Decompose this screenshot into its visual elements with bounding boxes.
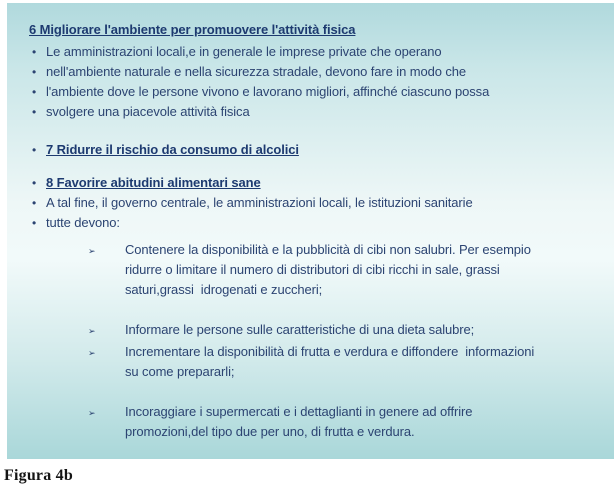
bullet-icon: •: [32, 216, 37, 230]
sub-bullet-text: [125, 240, 531, 300]
bullet-text: Le amministrazioni locali,e in generale le imprese private che operano: [46, 44, 442, 59]
bullet-item: [29, 102, 614, 122]
bullet-icon: •: [32, 65, 37, 79]
bullet-item: [29, 42, 614, 62]
sub-bullet-text: [125, 320, 474, 340]
sub-bullet-line: Informare le persone sulle caratteristiche di una dieta salubre;: [125, 322, 475, 337]
bullet-icon: •: [32, 85, 37, 99]
sub-bullet-line: ridurre o limitare il numero di distributori di cibi ricchi in sale, grassi: [125, 262, 500, 277]
sub-bullet-line: Incrementare la disponibilità di frutta e verdura e diffondere informazioni: [125, 344, 535, 359]
sub-bullet-item: [88, 240, 614, 300]
heading-text: 8 Favorire abitudini alimentari sane: [46, 175, 261, 190]
bullet-icon: •: [32, 45, 37, 59]
sub-bullet-item: [88, 402, 614, 442]
bullet-icon: •: [32, 176, 37, 190]
sub-bullet-line: Contenere la disponibilità e la pubblicità di cibi non salubri. Per esempio: [125, 242, 531, 257]
bullet-item: [29, 62, 614, 82]
arrow-bullet-icon: ➢: [88, 246, 96, 256]
bullet-text: nell'ambiente naturale e nella sicurezza stradale, devono fare in modo che: [46, 64, 467, 79]
bullet-text: svolgere una piacevole attività fisica: [46, 104, 250, 119]
arrow-bullet-icon: ➢: [88, 348, 96, 358]
panel-content: [7, 3, 614, 442]
sub-bullet-item: [88, 342, 614, 382]
bullet-item: [29, 213, 614, 233]
section-8-heading: [29, 173, 614, 193]
bullet-text: A tal fine, il governo centrale, le amministrazioni locali, le istituzioni sanitarie: [46, 195, 473, 210]
sub-bullet-list: [29, 240, 614, 442]
sub-bullet-line: promozioni,del tipo due per uno, di frutta e verdura.: [125, 424, 415, 439]
sub-bullet-text: [125, 342, 534, 382]
figure-caption: Figura 4b: [4, 467, 73, 484]
bullet-icon: •: [32, 105, 37, 119]
arrow-bullet-icon: ➢: [88, 326, 96, 336]
bullet-item: [29, 82, 614, 102]
heading-text: 7 Ridurre il rischio da consumo di alcolici: [46, 142, 299, 157]
content-panel: [7, 3, 614, 459]
bullet-item: [29, 193, 614, 213]
arrow-bullet-icon: ➢: [88, 408, 96, 418]
sub-bullet-text: [125, 402, 472, 442]
bullet-text: tutte devono:: [46, 215, 120, 230]
sub-bullet-line: saturi,grassi idrogenati e zuccheri;: [125, 282, 323, 297]
section-6-heading: 6 Migliorare l'ambiente per promuovere l'attività fisica: [29, 22, 356, 37]
sub-bullet-line: su come prepararli;: [125, 364, 235, 379]
bullet-icon: •: [32, 196, 37, 210]
bullet-text: l'ambiente dove le persone vivono e lavorano migliori, affinché ciascuno possa: [46, 84, 490, 99]
sub-bullet-item: [88, 320, 614, 341]
section-7-heading: [29, 140, 614, 160]
sub-bullet-line: Incoraggiare i supermercati e i dettaglianti in genere ad offrire: [125, 404, 473, 419]
bullet-icon: •: [32, 143, 37, 157]
